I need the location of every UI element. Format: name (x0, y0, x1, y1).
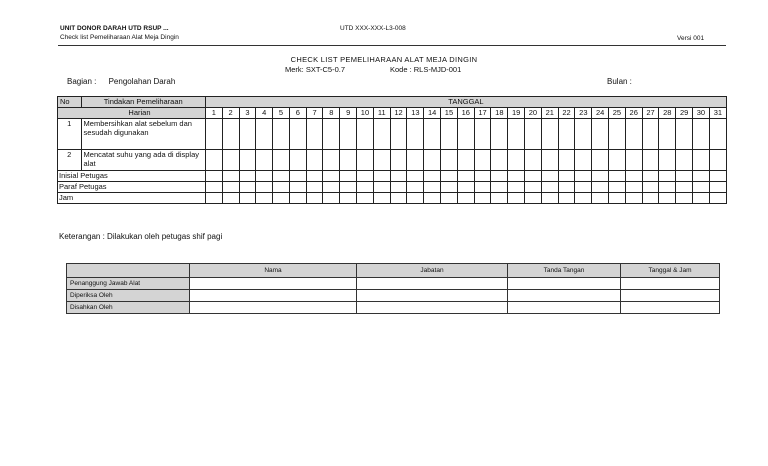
check-cell[interactable] (390, 150, 407, 171)
check-cell[interactable] (239, 150, 256, 171)
check-cell[interactable] (390, 193, 407, 204)
check-cell[interactable] (525, 171, 542, 182)
org-name: UNIT DONOR DARAH UTD RSUP ... (60, 25, 169, 32)
day-number: 11 (373, 108, 390, 119)
check-cell[interactable] (592, 193, 609, 204)
day-number: 12 (390, 108, 407, 119)
check-cell[interactable] (205, 119, 222, 150)
signature-cell[interactable] (190, 302, 357, 314)
check-cell[interactable] (373, 171, 390, 182)
signature-table (66, 263, 720, 314)
check-cell[interactable] (441, 182, 458, 193)
check-cell[interactable] (625, 150, 642, 171)
check-cell[interactable] (676, 119, 693, 150)
check-cell[interactable] (693, 182, 710, 193)
check-cell[interactable] (256, 150, 273, 171)
check-cell[interactable] (659, 171, 676, 182)
check-cell[interactable] (625, 171, 642, 182)
signature-header-nama: Nama (190, 264, 357, 278)
check-cell[interactable] (407, 119, 424, 150)
day-number: 14 (424, 108, 441, 119)
check-cell[interactable] (525, 119, 542, 150)
check-cell[interactable] (508, 193, 525, 204)
signature-header-row (67, 264, 720, 278)
check-cell[interactable] (205, 150, 222, 171)
check-cell[interactable] (659, 119, 676, 150)
kode-label: Kode : RLS-MJD-001 (390, 65, 462, 74)
check-cell[interactable] (709, 150, 726, 171)
day-number: 8 (323, 108, 340, 119)
check-cell[interactable] (306, 171, 323, 182)
check-cell[interactable] (289, 150, 306, 171)
check-cell[interactable] (693, 171, 710, 182)
check-cell[interactable] (541, 150, 558, 171)
check-cell[interactable] (508, 150, 525, 171)
day-number: 5 (273, 108, 290, 119)
check-cell[interactable] (609, 150, 626, 171)
signature-cell[interactable] (357, 290, 508, 302)
check-cell[interactable] (407, 171, 424, 182)
check-cell[interactable] (457, 119, 474, 150)
day-number: 30 (693, 108, 710, 119)
check-cell[interactable] (592, 171, 609, 182)
check-cell[interactable] (457, 150, 474, 171)
col-tanggal-header: TANGGAL (205, 97, 726, 108)
check-cell[interactable] (575, 150, 592, 171)
day-number: 21 (541, 108, 558, 119)
check-cell[interactable] (676, 182, 693, 193)
check-cell[interactable] (289, 119, 306, 150)
check-cell[interactable] (558, 182, 575, 193)
check-cell[interactable] (373, 193, 390, 204)
check-cell[interactable] (323, 150, 340, 171)
signature-cell[interactable] (508, 290, 621, 302)
check-cell[interactable] (205, 171, 222, 182)
check-cell[interactable] (659, 150, 676, 171)
check-cell[interactable] (592, 182, 609, 193)
form-title: CHECK LIST PEMELIHARAAN ALAT MEJA DINGIN (290, 55, 478, 64)
signature-corner (67, 264, 190, 278)
check-cell[interactable] (609, 171, 626, 182)
day-number: 3 (239, 108, 256, 119)
check-cell[interactable] (407, 150, 424, 171)
check-cell[interactable] (642, 119, 659, 150)
check-cell[interactable] (407, 193, 424, 204)
check-cell[interactable] (424, 171, 441, 182)
check-cell[interactable] (424, 193, 441, 204)
check-cell[interactable] (222, 150, 239, 171)
check-cell[interactable] (525, 193, 542, 204)
check-cell[interactable] (357, 182, 374, 193)
check-cell[interactable] (541, 193, 558, 204)
check-cell[interactable] (558, 119, 575, 150)
signature-role: Diperiksa Oleh (67, 290, 190, 302)
check-cell[interactable] (592, 119, 609, 150)
check-cell[interactable] (289, 193, 306, 204)
day-number: 19 (508, 108, 525, 119)
day-number: 27 (642, 108, 659, 119)
day-number: 13 (407, 108, 424, 119)
task-text: Membersihkan alat sebelum dan sesudah digunakan (81, 119, 205, 150)
check-cell[interactable] (457, 171, 474, 182)
header-left (60, 24, 179, 42)
check-cell[interactable] (357, 119, 374, 150)
bulan-label: Bulan : (607, 77, 632, 86)
bagian-value: Pengolahan Darah (108, 77, 176, 86)
check-cell[interactable] (323, 182, 340, 193)
check-cell[interactable] (676, 171, 693, 182)
check-cell[interactable] (222, 182, 239, 193)
check-cell[interactable] (407, 182, 424, 193)
check-cell[interactable] (256, 171, 273, 182)
check-cell[interactable] (642, 182, 659, 193)
bagian-field (67, 77, 175, 86)
check-cell[interactable] (239, 171, 256, 182)
table-row (58, 150, 727, 171)
day-number: 17 (474, 108, 491, 119)
signature-role: Disahkan Oleh (67, 302, 190, 314)
check-cell[interactable] (642, 171, 659, 182)
day-number: 18 (491, 108, 508, 119)
bagian-label: Bagian : (67, 77, 97, 86)
check-cell[interactable] (693, 150, 710, 171)
check-cell[interactable] (541, 182, 558, 193)
signature-header-jabatan: Jabatan (357, 264, 508, 278)
day-number-row (58, 108, 727, 119)
check-cell[interactable] (491, 150, 508, 171)
footer-row-label: Paraf Petugas (58, 182, 206, 193)
day-number: 10 (357, 108, 374, 119)
col-tindakan-header: Tindakan Pemeliharaan (81, 97, 205, 108)
day-number: 22 (558, 108, 575, 119)
check-cell[interactable] (491, 193, 508, 204)
check-cell[interactable] (575, 119, 592, 150)
signature-cell[interactable] (508, 278, 621, 290)
check-cell[interactable] (441, 193, 458, 204)
check-cell[interactable] (222, 171, 239, 182)
check-cell[interactable] (239, 193, 256, 204)
check-cell[interactable] (609, 119, 626, 150)
check-cell[interactable] (256, 119, 273, 150)
day-number: 25 (609, 108, 626, 119)
check-cell[interactable] (323, 193, 340, 204)
check-cell[interactable] (457, 193, 474, 204)
check-cell[interactable] (659, 182, 676, 193)
day-number: 9 (340, 108, 357, 119)
merk-label: Merk: SXT-C5-0.7 (285, 65, 346, 74)
check-cell[interactable] (457, 182, 474, 193)
check-cell[interactable] (525, 150, 542, 171)
table-row (58, 193, 727, 204)
day-number: 2 (222, 108, 239, 119)
check-cell[interactable] (424, 182, 441, 193)
check-cell[interactable] (609, 182, 626, 193)
check-cell[interactable] (575, 193, 592, 204)
check-cell[interactable] (390, 119, 407, 150)
check-cell[interactable] (373, 182, 390, 193)
check-cell[interactable] (609, 193, 626, 204)
check-cell[interactable] (709, 182, 726, 193)
check-cell[interactable] (222, 193, 239, 204)
check-cell[interactable] (289, 182, 306, 193)
check-cell[interactable] (306, 182, 323, 193)
table-row (67, 290, 720, 302)
check-cell[interactable] (373, 150, 390, 171)
table-header-row (58, 97, 727, 108)
check-cell[interactable] (474, 193, 491, 204)
check-cell[interactable] (273, 193, 290, 204)
day-number: 28 (659, 108, 676, 119)
check-cell[interactable] (659, 193, 676, 204)
day-number: 31 (709, 108, 726, 119)
check-cell[interactable] (709, 171, 726, 182)
check-cell[interactable] (592, 150, 609, 171)
check-cell[interactable] (340, 182, 357, 193)
table-row (58, 171, 727, 182)
check-cell[interactable] (340, 193, 357, 204)
check-cell[interactable] (424, 150, 441, 171)
check-cell[interactable] (222, 119, 239, 150)
check-cell[interactable] (575, 171, 592, 182)
signature-cell[interactable] (357, 278, 508, 290)
check-cell[interactable] (709, 119, 726, 150)
check-cell[interactable] (273, 119, 290, 150)
check-cell[interactable] (474, 119, 491, 150)
check-cell[interactable] (256, 193, 273, 204)
task-no: 2 (58, 150, 82, 171)
task-no: 1 (58, 119, 82, 150)
check-cell[interactable] (273, 171, 290, 182)
header-divider (58, 45, 726, 46)
signature-cell[interactable] (357, 302, 508, 314)
check-cell[interactable] (693, 193, 710, 204)
doc-subtitle: Check list Pemeliharaan Alat Meja Dingin (60, 34, 179, 41)
signature-cell[interactable] (621, 278, 720, 290)
check-cell[interactable] (273, 182, 290, 193)
signature-cell[interactable] (190, 290, 357, 302)
check-cell[interactable] (357, 150, 374, 171)
check-cell[interactable] (239, 182, 256, 193)
day-number: 20 (525, 108, 542, 119)
check-cell[interactable] (289, 171, 306, 182)
table-row (67, 278, 720, 290)
check-cell[interactable] (390, 182, 407, 193)
check-cell[interactable] (357, 171, 374, 182)
check-cell[interactable] (273, 150, 290, 171)
check-cell[interactable] (474, 182, 491, 193)
check-cell[interactable] (676, 193, 693, 204)
task-text: Mencatat suhu yang ada di display alat (81, 150, 205, 171)
check-cell[interactable] (508, 182, 525, 193)
check-cell[interactable] (441, 171, 458, 182)
signature-header-ttd: Tanda Tangan (508, 264, 621, 278)
check-cell[interactable] (642, 150, 659, 171)
table-row (67, 302, 720, 314)
check-cell[interactable] (642, 193, 659, 204)
day-number: 29 (676, 108, 693, 119)
day-number: 7 (306, 108, 323, 119)
check-cell[interactable] (390, 171, 407, 182)
day-number: 1 (205, 108, 222, 119)
check-cell[interactable] (525, 182, 542, 193)
check-cell[interactable] (491, 182, 508, 193)
day-number: 23 (575, 108, 592, 119)
check-cell[interactable] (558, 171, 575, 182)
check-cell[interactable] (474, 171, 491, 182)
check-cell[interactable] (373, 119, 390, 150)
check-cell[interactable] (625, 182, 642, 193)
check-cell[interactable] (575, 182, 592, 193)
check-cell[interactable] (424, 119, 441, 150)
check-cell[interactable] (239, 119, 256, 150)
table-row (58, 119, 727, 150)
check-cell[interactable] (474, 150, 491, 171)
check-cell[interactable] (323, 119, 340, 150)
check-cell[interactable] (205, 193, 222, 204)
check-cell[interactable] (558, 193, 575, 204)
check-cell[interactable] (508, 119, 525, 150)
check-cell[interactable] (508, 171, 525, 182)
doc-code: UTD XXX-XXX-L3-008 (340, 25, 406, 32)
signature-cell[interactable] (621, 302, 720, 314)
check-cell[interactable] (558, 150, 575, 171)
day-number: 15 (441, 108, 458, 119)
table-row (58, 182, 727, 193)
check-cell[interactable] (205, 182, 222, 193)
check-cell[interactable] (340, 119, 357, 150)
footer-row-label: Inisial Petugas (58, 171, 206, 182)
day-number: 6 (289, 108, 306, 119)
check-cell[interactable] (541, 171, 558, 182)
check-cell[interactable] (441, 119, 458, 150)
check-cell[interactable] (306, 119, 323, 150)
day-number: 24 (592, 108, 609, 119)
signature-role: Penanggung Jawab Alat (67, 278, 190, 290)
col-no-header: No (58, 97, 82, 108)
footer-row-label: Jam (58, 193, 206, 204)
check-cell[interactable] (491, 119, 508, 150)
signature-cell[interactable] (508, 302, 621, 314)
signature-header-tanggal: Tanggal & Jam (621, 264, 720, 278)
check-cell[interactable] (340, 150, 357, 171)
check-cell[interactable] (306, 150, 323, 171)
check-cell[interactable] (323, 171, 340, 182)
check-cell[interactable] (256, 182, 273, 193)
check-cell[interactable] (357, 193, 374, 204)
check-cell[interactable] (625, 119, 642, 150)
check-cell[interactable] (676, 150, 693, 171)
doc-version: Versi 001 (677, 35, 705, 42)
day-number: 26 (625, 108, 642, 119)
signature-cell[interactable] (621, 290, 720, 302)
check-cell[interactable] (441, 150, 458, 171)
keterangan-note: Keterangan : Dilakukan oleh petugas shif pagi (59, 232, 223, 241)
check-cell[interactable] (491, 171, 508, 182)
day-number: 16 (457, 108, 474, 119)
check-cell[interactable] (306, 193, 323, 204)
check-cell[interactable] (693, 119, 710, 150)
signature-cell[interactable] (190, 278, 357, 290)
check-cell[interactable] (541, 119, 558, 150)
maintenance-table (57, 96, 727, 204)
check-cell[interactable] (625, 193, 642, 204)
check-cell[interactable] (340, 171, 357, 182)
col-harian-header: Harian (58, 108, 206, 119)
day-number: 4 (256, 108, 273, 119)
check-cell[interactable] (709, 193, 726, 204)
